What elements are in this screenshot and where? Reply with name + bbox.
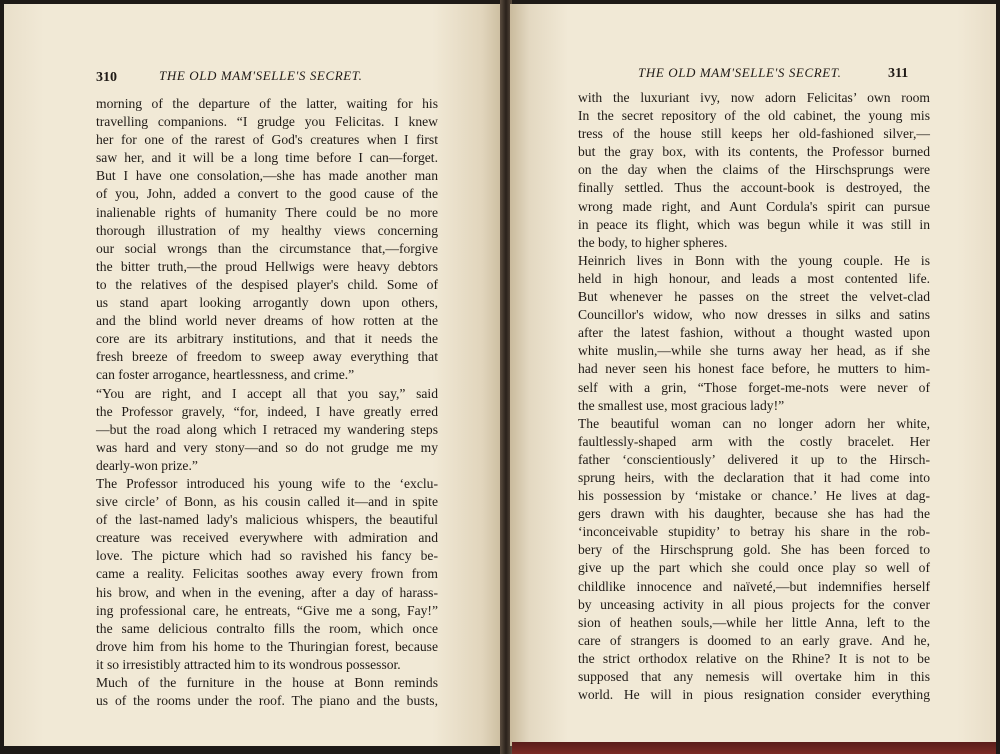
text-line: love. The picture which had so ravished his fancy be- bbox=[96, 548, 438, 564]
text-line: can foster arrogance, heartlessness, and crime.” bbox=[96, 367, 355, 383]
text-line: childlike innocence and naïveté,—but indemnifies herself bbox=[578, 578, 930, 594]
text-line: to the relatives of the despised player's child. Some of bbox=[96, 276, 438, 292]
text-line: give up the part which she could once play so well of bbox=[578, 560, 930, 576]
text-line: sion of heathen souls,—while her little Anna, left to the bbox=[578, 614, 930, 630]
text-line: But I have one consolation,—she has made another man bbox=[96, 168, 438, 184]
text-line: was hard and very stony—and so do not grudge me my bbox=[96, 439, 438, 455]
text-line: his possession by ‘mistake or chance.’ He lives at dag- bbox=[578, 488, 930, 504]
running-head-left: THE OLD MAM'SELLE'S SECRET. bbox=[159, 68, 363, 83]
text-line: it so irresistibly attracted him to its wondrous possessor. bbox=[96, 656, 401, 672]
text-line: ing professional care, he entreats, “Give me a song, Fay!” bbox=[96, 602, 438, 618]
text-line: us stand apart looking arrogantly down upon others, bbox=[96, 295, 438, 311]
text-line: drove him from his home to the Thuringian forest, because bbox=[96, 638, 438, 654]
text-line: sive circle’ of Bonn, as his cousin called it—and in spite bbox=[96, 494, 438, 510]
text-line: finally settled. Thus the account-book is destroyed, the bbox=[578, 180, 930, 196]
right-page bbox=[510, 4, 996, 746]
text-line: “You are right, and I accept all that you say,” said bbox=[96, 385, 438, 401]
book-edge bbox=[512, 742, 996, 754]
text-line: thorough illustration of my healthy views concerning bbox=[96, 222, 438, 238]
text-line: father ‘conscientiously’ delivered it up to the Hirsch- bbox=[578, 451, 930, 467]
text-line: core are its arbitrary institutions, and that it needs the bbox=[96, 331, 438, 347]
text-line: us of the rooms under the roof. The piano and the busts, bbox=[96, 693, 438, 709]
text-line: faultlessly-shaped arm with the costly bracelet. Her bbox=[578, 433, 930, 449]
text-line: his brow, and when in the evening, after a day of harass- bbox=[96, 584, 438, 600]
text-line: the body, to higher spheres. bbox=[578, 234, 728, 250]
text-line: self with a grin, “Those forget-me-nots were never of bbox=[578, 379, 930, 395]
right-page-text bbox=[578, 89, 930, 704]
text-line: the strict orthodox relative on the Rhine? It is not to be bbox=[578, 650, 930, 666]
text-line: bery of the Hirschsprung gold. She has been forced to bbox=[578, 542, 930, 558]
text-line: —but the road along which I retraced my wandering steps bbox=[96, 421, 438, 437]
text-line: ‘inconceivable stupidity’ to betray his share in the rob- bbox=[578, 524, 930, 540]
text-line: but the gray box, with its contents, the Professor burned bbox=[578, 144, 930, 160]
text-line: sprung heirs, with the declaration that it had come into bbox=[578, 469, 930, 485]
text-line: But whenever he passes on the street the velvet-clad bbox=[578, 289, 930, 305]
text-line: on the day when the claims of the Hirschsprungs were bbox=[578, 162, 930, 178]
running-head-right: THE OLD MAM'SELLE'S SECRET. bbox=[638, 65, 842, 80]
text-line: of the last-named lady's malicious whispers, the beautiful bbox=[96, 512, 438, 528]
text-line: The Professor introduced his young wife to the ‘exclu- bbox=[96, 475, 438, 491]
text-line: wrong made right, and Aunt Cordula's spirit can pursue bbox=[578, 198, 930, 214]
text-line: gers drawn with his daughter, because she has had the bbox=[578, 506, 930, 522]
page-number-right: 311 bbox=[888, 66, 909, 81]
left-page bbox=[4, 4, 502, 746]
text-line: Much of the furniture in the house at Bonn reminds bbox=[96, 675, 438, 690]
text-line: tress of the house still keeps her old-fashioned silver,— bbox=[578, 126, 930, 142]
page-number-left: 310 bbox=[96, 70, 117, 85]
text-line: held in high honour, and leads a most contented life. bbox=[578, 270, 930, 286]
text-line: dearly-won prize.” bbox=[96, 457, 198, 473]
text-line: came a reality. Felicitas soothes away every frown from bbox=[96, 566, 438, 582]
text-line: by unceasing activity in all pious projects for the conver bbox=[578, 596, 930, 612]
text-line: inalienable rights of humanity There could be no more bbox=[96, 204, 438, 220]
text-line: had never seen his honest face before, he mutters to him- bbox=[578, 361, 930, 377]
text-line: The beautiful woman can no longer adorn her white, bbox=[578, 415, 930, 431]
text-line: the same delicious contralto fills the room, which once bbox=[96, 620, 438, 636]
text-line: white muslin,—while she turns away her head, as if she bbox=[578, 343, 930, 359]
text-line: the bitter truth,—the proud Hellwigs were heavy debtors bbox=[96, 258, 438, 274]
text-line: In the secret repository of the old cabinet, the young mis bbox=[578, 108, 930, 124]
text-line: Councillor's widow, who now dresses in silks and satins bbox=[578, 307, 930, 323]
text-line: saw her, and it will be a long time before I can—forget. bbox=[96, 150, 438, 166]
text-line: world. He will in pious resignation consider everything bbox=[578, 687, 930, 703]
text-line: morning of the departure of the latter, waiting for his bbox=[96, 96, 438, 111]
text-line: her for one of the rarest of God's creatures when I first bbox=[96, 132, 438, 148]
text-line: supposed that any nemesis will overtake him in this bbox=[578, 669, 930, 684]
left-page-text bbox=[96, 95, 438, 710]
text-line: and the blind world never dreams of how rotten at the bbox=[96, 313, 438, 329]
text-line: Heinrich lives in Bonn with the young couple. He is bbox=[578, 252, 930, 268]
text-line: fresh breeze of freedom to sweep away everything that bbox=[96, 349, 438, 365]
text-line: of you, John, added a convert to the good cause of the bbox=[96, 186, 438, 202]
text-line: creature was received everywhere with admiration and bbox=[96, 530, 438, 546]
text-line: the Professor gravely, “for, indeed, I have greatly erred bbox=[96, 403, 438, 419]
text-line: our social wrongs than the circumstance that,—forgive bbox=[96, 240, 438, 256]
text-line: the smallest use, most gracious lady!” bbox=[578, 397, 785, 413]
text-line: with the luxuriant ivy, now adorn Felicitas’ own room bbox=[578, 90, 930, 105]
text-line: care of strangers is doomed to an early grave. And he, bbox=[578, 632, 930, 648]
text-line: in peace its flight, which was begun while it was still in bbox=[578, 216, 930, 232]
text-line: travelling companions. “I grudge you Felicitas. I knew bbox=[96, 114, 438, 130]
text-line: after the latest fashion, without a thought wasted upon bbox=[578, 325, 930, 341]
